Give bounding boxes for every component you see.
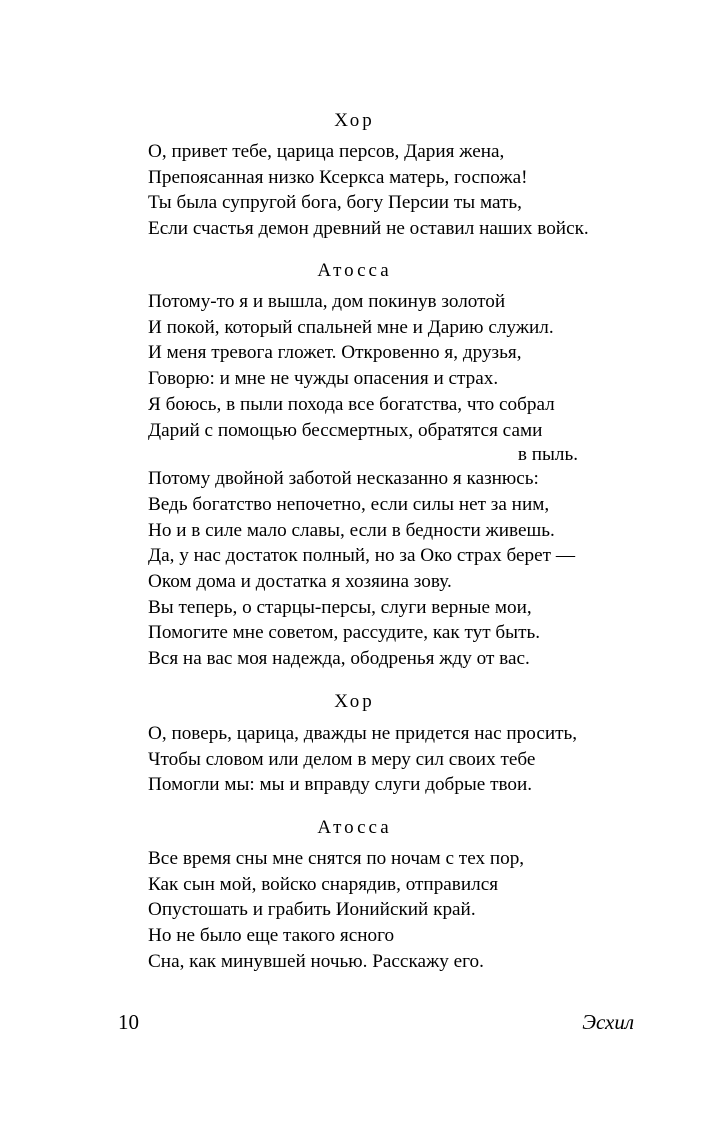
verse-block [148,846,638,975]
verse-line: Ты была супругой бога, богу Персии ты мать, [148,192,522,214]
verse-line: Ведь богатство непочетно, если силы нет за ним, [148,493,550,515]
verse-block [148,721,638,798]
verse-line: Потому двойной заботой несказанно я казнюсь: [148,468,539,490]
verse-line: О, поверь, царица, дважды не придется нас просить, [148,723,578,744]
verse-line: О, привет тебе, царица персов, Дария жена, [148,141,505,162]
speaker-heading: Атосса [317,817,392,838]
verse-line: Да, у нас достаток полный, но за Око страх берет — [148,545,576,567]
verse-line: Сна, как минувшей ночью. Расскажу его. [148,950,484,972]
verse-line: Оком дома и достатка я хозяина зову. [148,571,452,593]
verse-line: Дарий с помощью бессмертных, обратятся сами [148,419,543,441]
verse-line: Чтобы словом или делом в меру сил своих тебе [148,748,536,770]
speaker-heading: Атосса [317,260,392,281]
running-head: Эсхил [582,1010,634,1034]
verse-line: И меня тревога гложет. Откровенно я, друзья, [148,342,522,364]
speaker-heading: Хор [334,691,375,712]
verse-block [148,289,638,672]
verse-line: Если счастья демон древний не оставил наших войск. [148,218,589,240]
verse-line: Как сын мой, войско снарядив, отправился [148,873,499,895]
verse-line: Но и в силе мало славы, если в бедности живешь. [148,519,555,541]
verse-line: Я боюсь, в пыли похода все богатства, что собрал [148,393,555,415]
verse-line: Помогли мы: мы и вправду слуги добрые твои. [148,774,533,796]
verse-line: Помогите мне советом, рассудите, как тут быть. [148,622,541,644]
verse-line: И покой, который спальней мне и Дарию служил. [148,316,554,338]
verse-block [148,139,638,242]
verse-line: Вы теперь, о старцы-персы, слуги верные мои, [148,596,532,618]
verse-line: Все время сны мне снятся по ночам с тех пор, [148,848,525,869]
page-number: 10 [118,1010,139,1034]
verse-line: Говорю: и мне не чужды опасения и страх. [148,368,499,390]
verse-line: Опустошать и грабить Ионийский край. [148,899,476,921]
speaker-heading: Хор [334,110,375,131]
verse-line: Потому-то я и вышла, дом покинув золотой [148,291,506,312]
verse-line: Но не было еще такого ясного [148,925,395,947]
verse-line: Вся на вас моя надежда, ободренья жду от вас. [148,648,530,670]
verse-line: Препоясанная низко Ксеркса матерь, госпожа! [148,166,528,188]
verse-continuation: в пыль. [517,444,578,466]
